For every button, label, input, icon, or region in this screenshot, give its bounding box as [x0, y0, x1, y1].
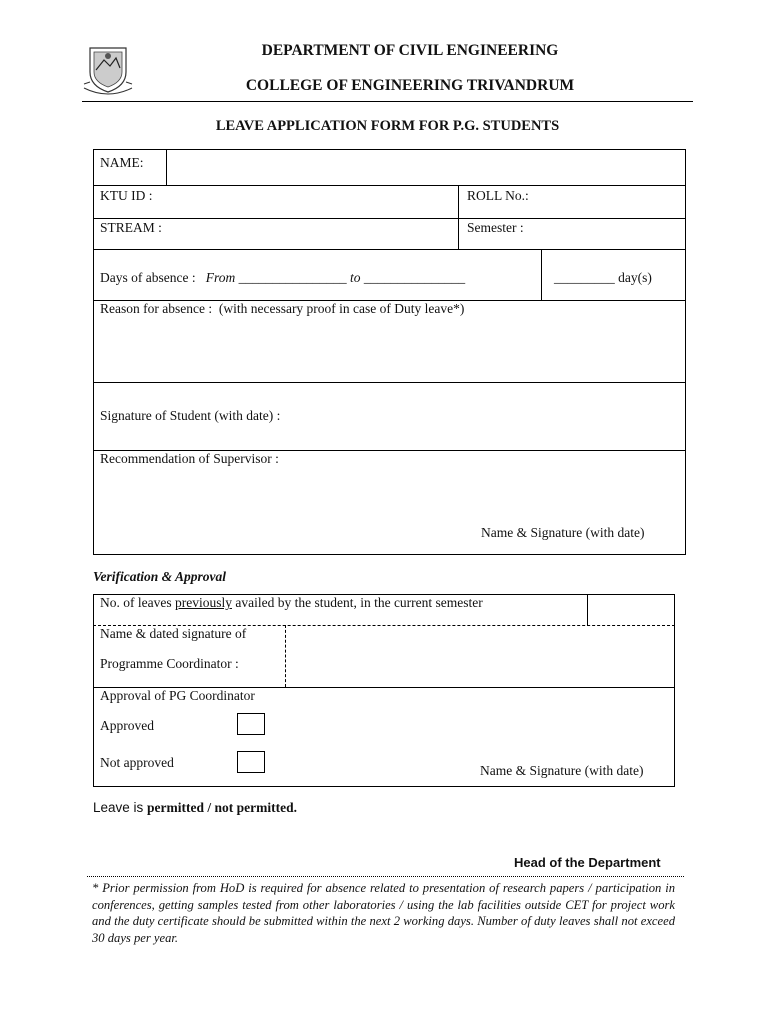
days-count-blank[interactable]: _________: [554, 270, 615, 285]
name-field[interactable]: [167, 150, 684, 184]
form-title: LEAVE APPLICATION FORM FOR P.G. STUDENTS: [215, 118, 560, 134]
department-heading: DEPARTMENT OF CIVIL ENGINEERING: [261, 42, 559, 59]
student-signature-label: Signature of Student (with date) :: [100, 408, 281, 423]
reason-note: (with necessary proof in case of Duty leave*): [218, 301, 465, 316]
days-of-absence-label: [100, 270, 465, 286]
not-approved-label: Not approved: [100, 755, 174, 770]
days-count: [554, 270, 652, 286]
to-date-blank[interactable]: _______________: [363, 270, 466, 285]
approved-label: Approved: [100, 718, 154, 733]
footnote: * Prior permission from HoD is required for absence related to presentation of research papers / participation in conferences, getting samples tested from other laboratories / using the lab facilities outside CET for project work and the duty certificate should be submitted within the next 2 working days. Number of duty leaves shall not exceed 30 days per year.: [92, 881, 675, 945]
row-line: [93, 185, 686, 186]
coordinator-label-line2: Programme Coordinator :: [100, 656, 239, 671]
to-label: to: [349, 270, 361, 285]
row-line: [93, 218, 686, 219]
leaves-underlined: previously: [174, 595, 232, 610]
hod-label: Head of the Department: [514, 855, 661, 870]
leaves-prefix: No. of leaves: [100, 595, 175, 610]
approval-label: Approval of PG Coordinator: [100, 688, 255, 703]
leave-prefix: Leave is: [93, 800, 148, 815]
semester-label: Semester :: [467, 220, 524, 235]
days-label-text: Days of absence :: [100, 270, 196, 285]
verification-heading: Verification & Approval: [93, 569, 227, 584]
ktu-id-label: KTU ID :: [100, 188, 153, 203]
application-form-table: [93, 149, 686, 555]
college-emblem-logo: [82, 42, 134, 96]
from-date-blank[interactable]: ________________: [238, 270, 347, 285]
roll-no-label: ROLL No.:: [467, 188, 529, 203]
reason-label-text: Reason for absence :: [100, 301, 213, 316]
leave-status-line: [93, 800, 297, 816]
days-divider: [541, 249, 542, 301]
leaves-availed-label: [100, 595, 483, 611]
reason-label: [100, 301, 464, 317]
approved-checkbox[interactable]: [237, 713, 265, 735]
header-rule: [82, 101, 693, 102]
name-label: NAME:: [100, 155, 144, 170]
days-unit: day(s): [618, 270, 652, 285]
coordinator-label-line1: Name & dated signature of: [100, 626, 247, 641]
recommendation-label: Recommendation of Supervisor :: [100, 451, 279, 466]
row-line: [93, 249, 686, 250]
stream-label: STREAM :: [100, 220, 162, 235]
dashed-col-line: [285, 625, 286, 687]
leave-status: permitted / not permitted.: [147, 800, 298, 815]
supervisor-signature-label: Name & Signature (with date): [481, 525, 645, 540]
leaves-suffix: availed by the student, in the current semester: [231, 595, 483, 610]
footnote-separator: [87, 876, 684, 877]
college-heading: COLLEGE OF ENGINEERING TRIVANDRUM: [245, 77, 575, 94]
leaves-divider: [587, 594, 588, 626]
not-approved-checkbox[interactable]: [237, 751, 265, 773]
pg-coordinator-signature-label: Name & Signature (with date): [480, 763, 644, 778]
row-line: [93, 382, 686, 383]
from-label: From: [205, 270, 236, 285]
